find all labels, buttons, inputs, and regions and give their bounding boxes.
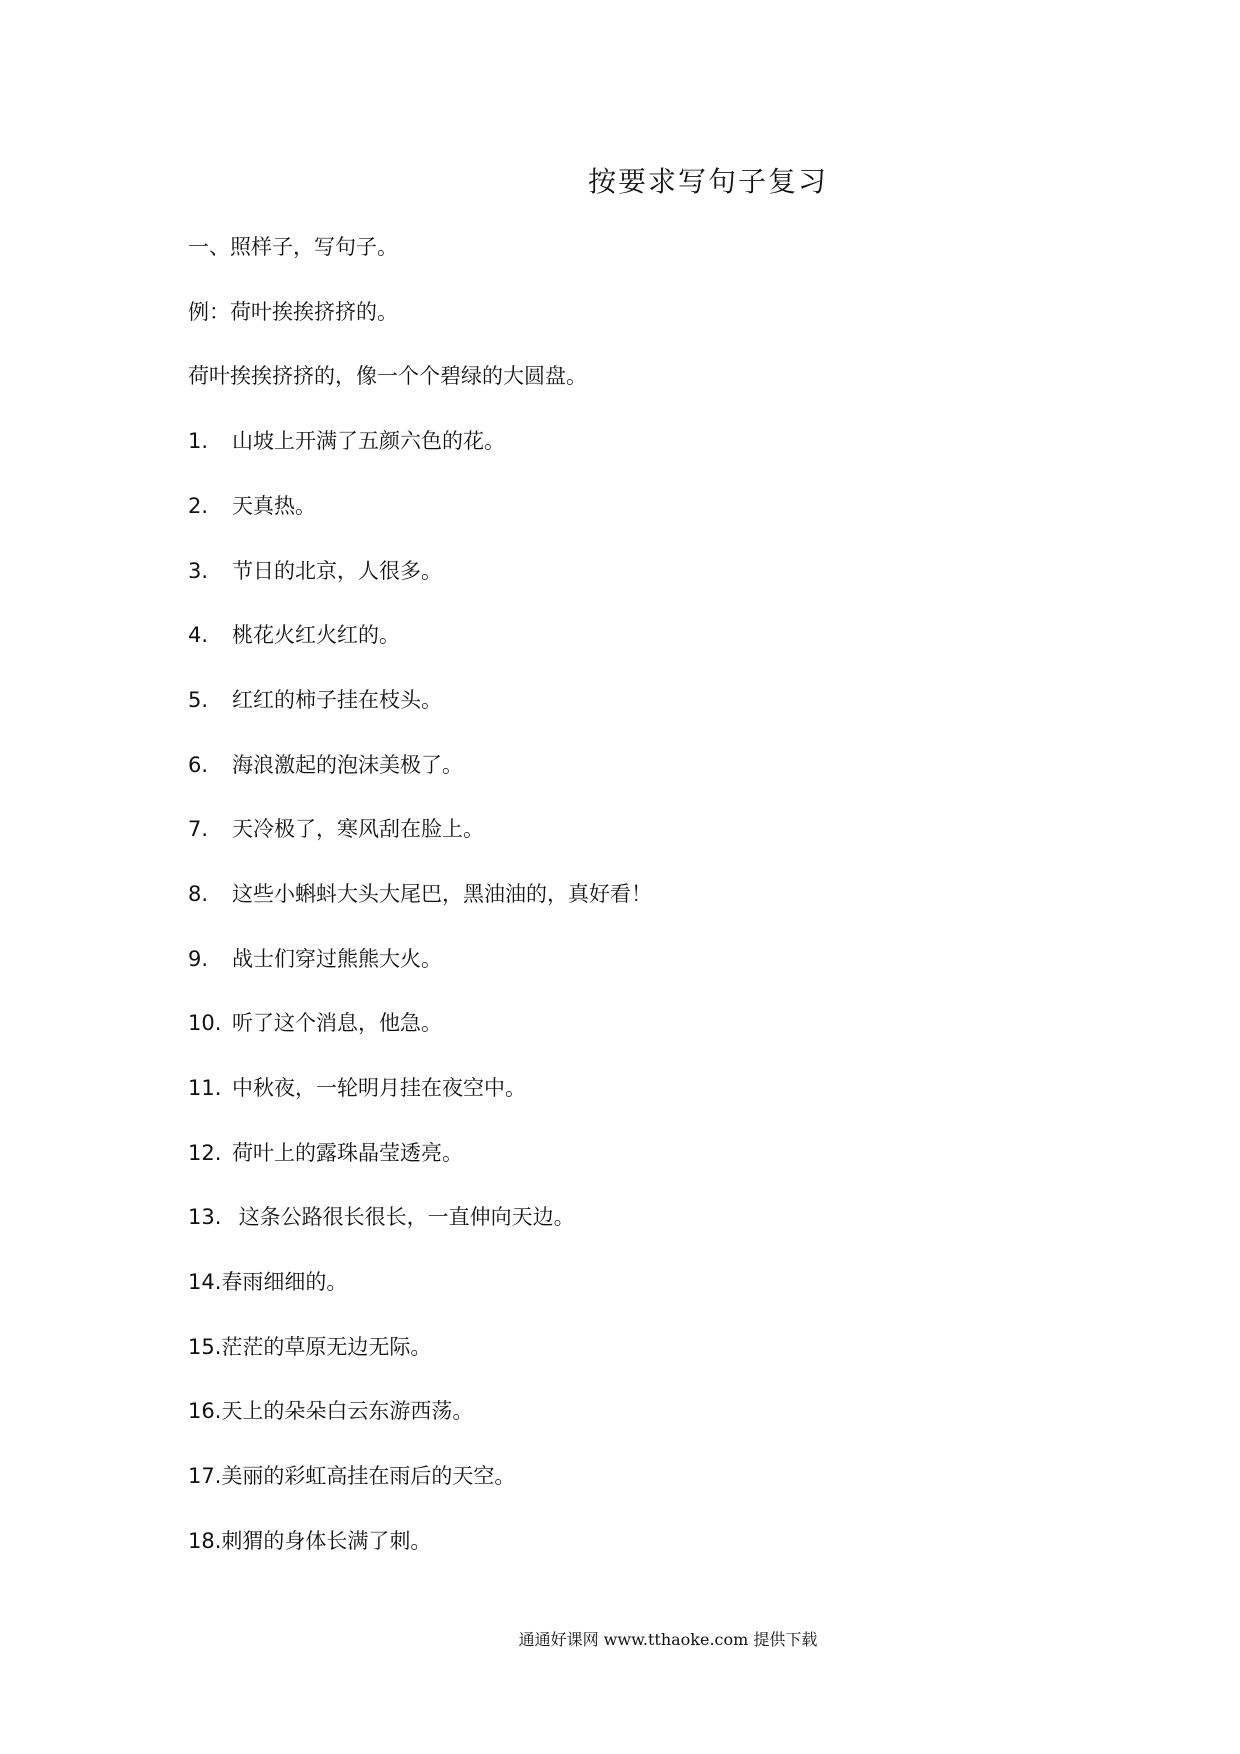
list-item — [188, 1526, 431, 1556]
item-text: 红红的柿子挂在枝头。 — [232, 688, 442, 712]
item-number: 11. — [188, 1076, 222, 1100]
footer-text: 通通好课网 www.tthaoke.com 提供下载 — [518, 1630, 818, 1649]
item-text: 海浪激起的泡沫美极了。 — [232, 753, 463, 777]
list-item — [188, 426, 505, 456]
item-number: 10. — [188, 1011, 222, 1035]
item-text: 桃花火红火红的。 — [232, 623, 400, 647]
item-number: 6. — [188, 753, 209, 777]
list-item — [188, 1008, 442, 1038]
item-text: 节日的北京，人很多。 — [232, 559, 442, 583]
item-text: 山坡上开满了五颜六色的花。 — [232, 429, 505, 453]
item-number: 1. — [188, 429, 209, 453]
item-number: 9. — [188, 947, 209, 971]
list-item — [188, 1073, 526, 1103]
item-number: 3. — [188, 559, 209, 583]
item-number: 15. — [188, 1335, 222, 1359]
list-item — [188, 491, 316, 521]
item-number: 12. — [188, 1141, 222, 1165]
item-text: 天上的朵朵白云东游西荡。 — [221, 1399, 474, 1423]
item-number: 5. — [188, 688, 209, 712]
item-number: 16. — [188, 1399, 222, 1423]
example-label-line: 例：荷叶挨挨挤挤的。 — [188, 300, 398, 324]
list-item — [188, 1396, 473, 1426]
item-text: 天真热。 — [232, 494, 316, 518]
example-answer-line: 荷叶挨挨挤挤的，像一个个碧绿的大圆盘。 — [188, 364, 587, 388]
list-item — [188, 685, 442, 715]
item-number: 14. — [188, 1270, 222, 1294]
section-heading: 一、照样子，写句子。 — [188, 235, 398, 259]
item-number: 7. — [188, 817, 209, 841]
item-text: 中秋夜，一轮明月挂在夜空中。 — [232, 1076, 526, 1100]
item-number: 8. — [188, 882, 209, 906]
item-text: 这条公路很长很长，一直伸向天边。 — [232, 1205, 575, 1229]
item-text: 春雨细细的。 — [221, 1270, 348, 1294]
item-number: 13. — [188, 1205, 222, 1229]
list-item — [188, 879, 652, 909]
list-item — [188, 556, 442, 586]
item-text: 这些小蝌蚪大头大尾巴，黑油油的，真好看！ — [232, 882, 652, 906]
list-item — [188, 1138, 463, 1168]
item-text: 听了这个消息，他急。 — [232, 1011, 442, 1035]
item-number: 4. — [188, 623, 209, 647]
item-number: 17. — [188, 1464, 222, 1488]
item-text: 荷叶上的露珠晶莹透亮。 — [232, 1141, 463, 1165]
list-item — [188, 944, 442, 974]
list-item — [188, 1267, 347, 1297]
item-text: 天冷极了，寒风刮在脸上。 — [232, 817, 484, 841]
list-item — [188, 750, 463, 780]
list-item — [188, 1332, 431, 1362]
page-footer — [0, 1628, 1240, 1652]
item-text: 战士们穿过熊熊大火。 — [232, 947, 442, 971]
list-item — [188, 814, 484, 844]
item-text: 刺猬的身体长满了刺。 — [221, 1529, 432, 1553]
item-text: 美丽的彩虹高挂在雨后的天空。 — [221, 1464, 516, 1488]
item-number: 2. — [188, 494, 209, 518]
list-item — [188, 1202, 575, 1232]
page-title — [0, 162, 1240, 202]
item-number: 18. — [188, 1529, 222, 1553]
list-item — [188, 620, 400, 650]
page-title-text: 按要求写句子复习 — [587, 165, 828, 198]
list-item — [188, 1461, 515, 1491]
item-text: 茫茫的草原无边无际。 — [221, 1335, 432, 1359]
